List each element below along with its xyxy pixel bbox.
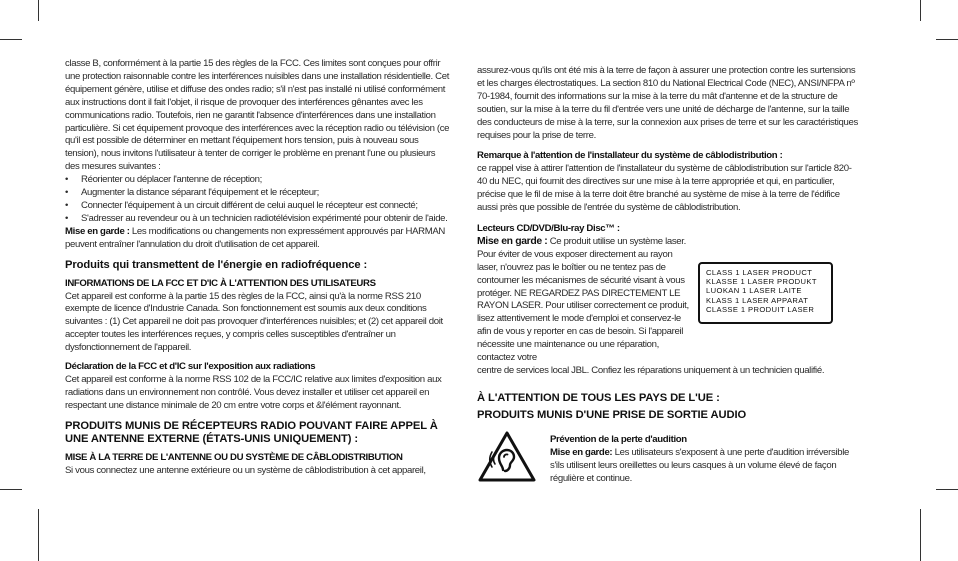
crop-mark [936, 489, 958, 490]
fcc-class-b-paragraph: classe B, conformément à la partie 15 des règles de la FCC. Ces limites sont conçues pour offrir une protection raisonnable contre les interférences nuisibles dans une installation résidentielle. Cet équipement génère, utilise et diffuse des ondes radio; s'il n'est pas installé ni utilisé conformément aux instructions dont il fait l'objet, il risque de provoquer des interférences gênantes avec les communications radio. Toutefois, rien ne garantit l'absence d'interférences dans une installation particulière. Si cet équipement provoque des interférences avec la réception radio ou télévision (ce qu'il est possible de déterminer en mettant l'équipement hors tension, puis à nouveau sous tension), nous invitons l'utilisateur à tenter de corriger le problème en prenant l'une ou plusieurs des mesures suivantes : [65, 58, 450, 173]
laser-warning-paragraph [477, 236, 692, 365]
hearing-section [550, 434, 855, 486]
laser-label-line: CLASSE 1 PRODUIT LASER [706, 304, 815, 314]
measures-list [65, 174, 451, 226]
list-item: • Augmenter la distance séparant l'équipement et le récepteur; [65, 187, 451, 200]
audio-output-heading: PRODUITS MUNIS D'UNE PRISE DE SORTIE AUDIO [477, 408, 747, 421]
hearing-warning-label: Mise en garde: [550, 446, 613, 458]
laser-label-line: CLASS 1 LASER PRODUCT [706, 268, 813, 277]
laser-service-paragraph: centre de services local JBL. Confiez les réparations uniquement à un technicien qualifié. [477, 364, 825, 376]
grounding-paragraph: Si vous connectez une antenne extérieure ou un système de câblodistribution à cet appareil, [65, 464, 426, 476]
laser-label-line: KLASSE 1 LASER PRODUKT [706, 277, 817, 287]
grounding-continued-paragraph: assurez-vous qu'ils ont été mis à la terre de façon à assurer une protection contre les surtensions et les charges électrostatiques. La section 810 du National Electrical Code (NEC), ANSI/NFPA nº 70-1984, fournit des informations sur la mise à la terre du mât d'antenne et de la structure de soutien, sur la mise à la terre du fil d'entrée vers une unité de décharge de l'antenne, sur la taille des conducteurs de mise à la terre, sur la connexion aux prises de terre et sur les caractéristiques requises pour la prise de terre. [477, 65, 858, 141]
modification-warning [65, 226, 451, 252]
crop-mark [920, 509, 921, 561]
installer-note-paragraph: ce rappel vise à attirer l'attention de l'installateur du système de câblodistribution sur l'article 820-40 du NEC, qui fournit des directives sur une mise à la terre appropriée et qui, en particulier, précise que le fil de mise à la terre doit être branché au système de mise à la terre de l'édifice aussi près que possible de l'entrée du système de câblodistribution. [477, 163, 852, 214]
grounding-heading: MISE À LA TERRE DE L'ANTENNE OU DU SYSTÈME DE CÂBLODISTRIBUTION [65, 451, 403, 463]
radiation-heading: Déclaration de la FCC et d'IC sur l'exposition aux radiations [65, 361, 316, 373]
laser-class-label [698, 262, 833, 324]
list-item: • Connecter l'équipement à un circuit différent de celui auquel le récepteur est connecté; [65, 200, 451, 213]
fcc-ic-info-heading: INFORMATIONS DE LA FCC ET D'IC À L'ATTENTION DES UTILISATEURS [65, 277, 376, 289]
radiation-paragraph: Cet appareil est conforme à la norme RSS 102 de la FCC/IC relative aux limites d'exposition aux radiations dans un environnement non contrôlé. Vous devez installer et utiliser cet appareil en respectant une distance minimale de 20 cm entre votre corps et &l'élément rayonnant. [65, 373, 442, 411]
hearing-heading: Prévention de la perte d'audition [550, 434, 687, 445]
hearing-warning-icon [477, 430, 537, 482]
crop-mark [0, 39, 22, 40]
installer-note-heading: Remarque à l'attention de l'installateur du système de câblodistribution : [477, 150, 783, 162]
laser-label-line: LUOKAN 1 LASER LAITE [706, 286, 802, 296]
list-item: • S'adresser au revendeur ou à un technicien radiotélévision expérimenté pour obtenir de l'aide. [65, 213, 451, 226]
warning-label: Mise en garde : [65, 225, 130, 237]
warning-text: Les modifications ou changements non expressément approuvés par HARMAN peuvent entraîner l'annulation du droit d'utilisation de cet appareil. [65, 225, 445, 250]
laser-label-line: KLASS 1 LASER APPARAT [706, 295, 809, 305]
crop-mark [920, 0, 921, 21]
fcc-ic-info-paragraph: Cet appareil est conforme à la partie 15 des règles de la FCC, ainsi qu'à la norme RSS 210 exempte de licence d'Industrie Canada. Son fonctionnement est soumis aux deux conditions suivantes : (1) Cet appareil ne doit pas provoquer d'interférences nuisibles; et (2) cet appareil doit accepter toutes les interférences reçues, y compris celles susceptibles d'entraîner un dysfonctionnement de l'appareil. [65, 290, 443, 354]
right-column [477, 65, 861, 428]
crop-mark [0, 489, 22, 490]
list-item: • Réorienter ou déplacer l'antenne de réception; [65, 174, 451, 187]
rf-heading: Produits qui transmettent de l'énergie en radiofréquence : [65, 258, 368, 271]
laser-warning-text: Ce produit utilise un système laser. Pour éviter de vous exposer directement au rayon laser, n'ouvrez pas le boîtier ou ne tentez pas de contourner les mécanismes de sécurité visant à vous protéger. NE REGARDEZ PAS DIRECTEMENT LE RAYON LASER. Pour utiliser correctement ce produit, lisez attentivement le mode d'emploi et conservez-le afin de vous y reporter en cas de besoin. Si l'appareil nécessite une maintenance ou une réparation, contactez votre [477, 235, 689, 364]
radio-receivers-heading: PRODUITS MUNIS DE RÉCEPTEURS RADIO POUVANT FAIRE APPEL À UNE ANTENNE EXTERNE (ÉTATS-UNIS UNIQUEMENT) : [65, 419, 438, 445]
left-column [65, 58, 451, 477]
eu-heading: À L'ATTENTION DE TOUS LES PAYS DE L'UE : [477, 391, 720, 404]
laser-warning-label: Mise en garde : [477, 235, 548, 247]
hearing-warning-text: Les utilisateurs s'exposent à une perte d'audition irréversible s'ils utilisent leurs oreillettes ou leurs casques à un volume élevé de façon régulière et continue. [550, 446, 849, 484]
crop-mark [38, 0, 39, 21]
hearing-paragraph [550, 447, 855, 486]
crop-mark [936, 39, 958, 40]
crop-mark [38, 509, 39, 561]
disc-readers-heading: Lecteurs CD/DVD/Blu-ray Disc™ : [477, 222, 620, 234]
